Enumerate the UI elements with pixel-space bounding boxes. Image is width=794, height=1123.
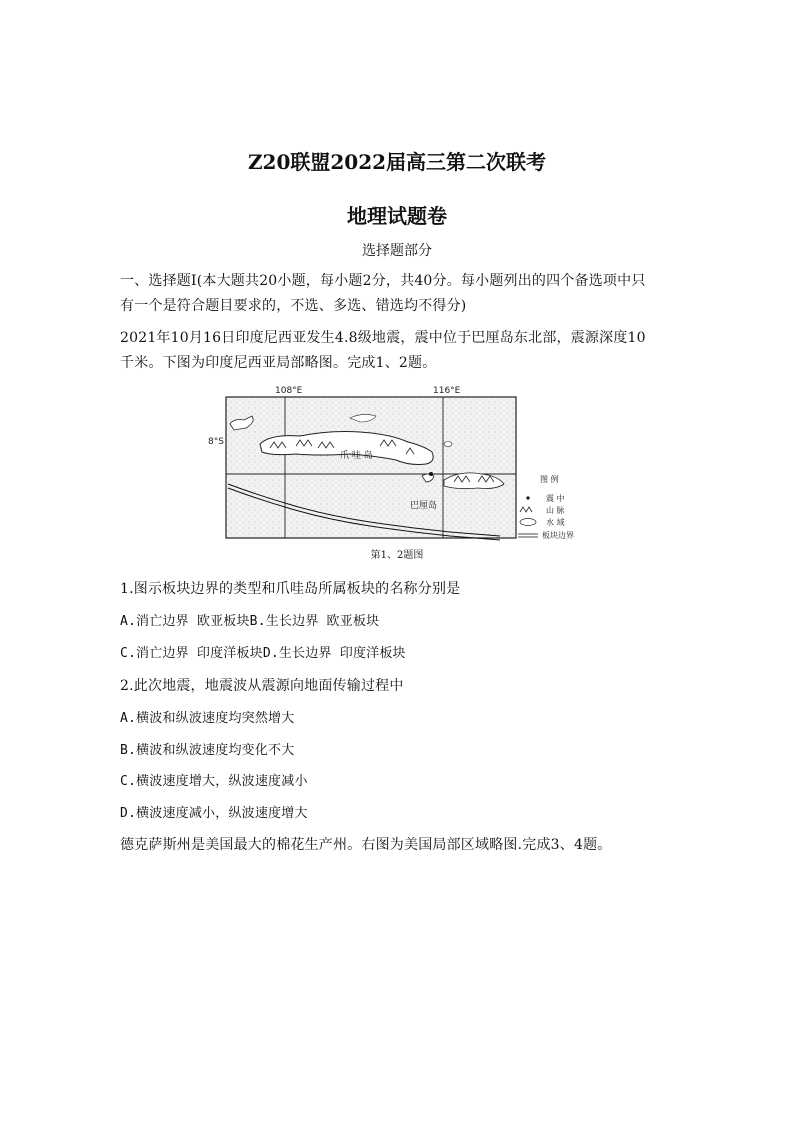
question-2-option-b: B.横波和纵波速度均变化不大 [120,743,295,758]
lat-label-8s: 8°S [208,437,224,447]
question-2-option-c: C.横波速度增大，纵波速度减小 [120,774,308,789]
bali-island-label: 巴厘岛 [410,501,438,511]
small-islet [444,442,452,447]
legend-water-label: 水 域 [546,518,565,527]
legend-mountain-icon [520,507,532,512]
legend-title: 图 例 [540,475,559,484]
question-1-options-cd: C.消亡边界 印度洋板块D.生长边界 印度洋板块 [120,646,406,661]
lon-label-116e: 116°E [433,386,461,396]
page-subtitle: 地理试题卷 [347,204,447,228]
epicenter-marker [429,472,433,476]
legend-mountain-label: 山 脉 [546,506,565,515]
instructions-line-1: 一、选择题Ⅰ(本大题共20小题，每小题2分，共40分。每小题列出的四个备选项中只 [120,273,646,289]
question-1-options-ab: A.消亡边界 欧亚板块B.生长边界 欧亚板块 [120,614,380,629]
passage-1-line-1: 2021年10月16日印度尼西亚发生4.8级地震，震中位于巴厘岛东北部，震源深度10 [120,330,646,346]
passage-1-line-2: 千米。下图为印度尼西亚局部略图。完成1、2题。 [120,355,437,371]
question-2-option-d: D.横波速度减小，纵波速度增大 [120,806,308,821]
map-legend [518,474,574,540]
passage-2: 德克萨斯州是美国最大的棉花生产州。右图为美国局部区域略图.完成3、4题。 [120,837,612,853]
lon-label-108e: 108°E [275,386,303,396]
question-2: 2.此次地震，地震波从震源向地面传输过程中 [120,678,404,694]
map-caption: 第1、2题图 [370,550,424,561]
legend-epicenter-icon [526,496,529,499]
java-island-label: 爪 哇 岛 [340,451,373,461]
indonesia-map [200,382,596,544]
legend-water-icon [520,519,536,526]
legend-epicenter-label: 震 中 [546,494,565,503]
question-1: 1.图示板块边界的类型和爪哇岛所属板块的名称分别是 [120,581,461,597]
indonesia-map-figure [200,382,596,544]
page-title: Z20联盟2022届高三第二次联考 [247,150,547,174]
question-2-option-a: A.横波和纵波速度均突然增大 [120,711,295,726]
legend-boundary-label: 板块边界 [542,531,574,540]
section-heading: 选择题部分 [362,243,432,259]
instructions-line-2: 有一个是符合题目要求的，不选、多选、错选均不得分) [120,298,467,314]
